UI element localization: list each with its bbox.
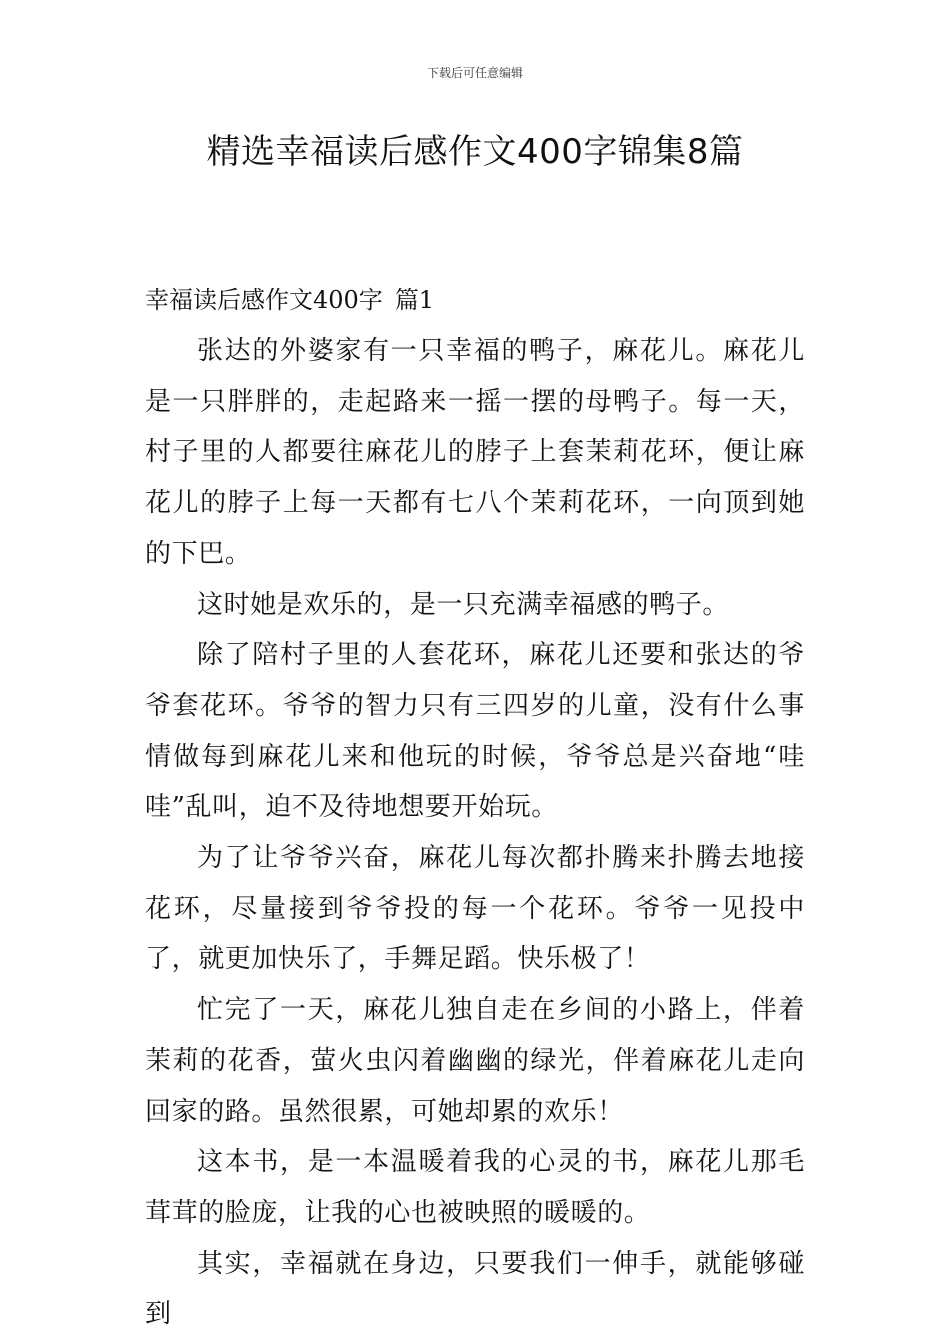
paragraph-4: 为了让爷爷兴奋，麻花儿每次都扑腾来扑腾去地接花环，尽量接到爷爷投的每一个花环。爷爷一见投中了，就更加快乐了，手舞足蹈。快乐极了！ [145,843,805,975]
page-header-note: 下载后可任意编辑 [426,66,523,80]
paragraph-2: 这时她是欢乐的，是一只充满幸福感的鸭子。 [197,589,730,620]
document-title: 精选幸福读后感作文400字锦集8篇 [206,132,744,172]
paragraph-3: 除了陪村子里的人套花环，麻花儿还要和张达的爷爷套花环。爷爷的智力只有三四岁的儿童，没有什么事情做每到麻花儿来和他玩的时候，爷爷总是兴奋地“哇哇”乱叫，迫不及待地想要开始玩。 [145,640,805,823]
section-heading-text: 幸福读后感作文400字 [145,286,383,314]
section-heading [145,280,434,320]
paragraph-6: 这本书，是一本温暖着我的心灵的书，麻花儿那毛茸茸的脸庞，让我的心也被映照的暖暖的。 [145,1147,805,1228]
section-part-label: 篇1 [394,286,435,314]
paragraph-5: 忙完了一天，麻花儿独自走在乡间的小路上，伴着茉莉的花香，萤火虫闪着幽幽的绿光，伴着麻花儿走向回家的路。虽然很累，可她却累的欢乐！ [145,995,805,1127]
paragraph-1: 张达的外婆家有一只幸福的鸭子，麻花儿。麻花儿是一只胖胖的，走起路来一摇一摆的母鸭子。每一天，村子里的人都要往麻花儿的脖子上套茉莉花环，便让麻花儿的脖子上每一天都有七八个茉莉花环，一向顶到她的下巴。 [145,336,805,569]
document-body [145,326,805,1340]
paragraph-7: 其实，幸福就在身边，只要我们一伸手，就能够碰到 [145,1248,805,1330]
